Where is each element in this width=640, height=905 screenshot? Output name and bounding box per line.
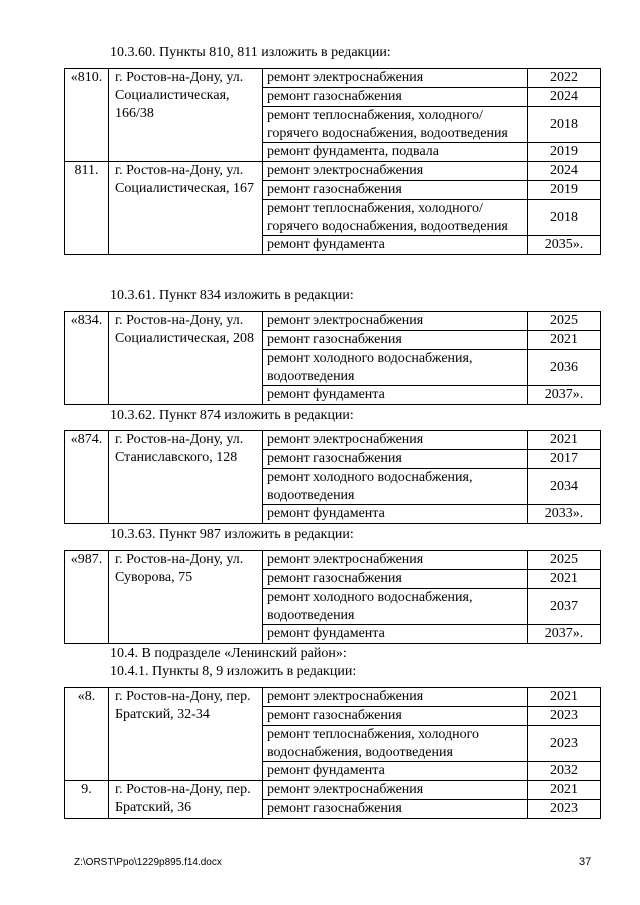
item-address: г. Ростов-на-Дону, ул. Социалистическая, 166/38 — [109, 69, 263, 162]
work-year: 2021 — [528, 688, 601, 707]
work-year: 2021 — [528, 331, 601, 350]
section-subheading: 10.4.1. Пункты 8, 9 изложить в редакции: — [110, 664, 357, 679]
work-year: 2025 — [528, 312, 601, 331]
item-number: «987. — [65, 551, 109, 644]
work-type: ремонт газоснабжения — [263, 800, 528, 819]
work-type: ремонт фундамента — [263, 236, 528, 255]
section-heading: 10.3.61. Пункт 834 изложить в редакции: — [110, 288, 354, 303]
work-year: 2018 — [528, 107, 601, 143]
work-type: ремонт фундамента, подвала — [263, 143, 528, 162]
items-table — [64, 430, 601, 524]
work-year: 2037». — [528, 386, 601, 405]
work-type: ремонт газоснабжения — [263, 570, 528, 589]
work-type: ремонт фундамента — [263, 762, 528, 781]
work-type: ремонт электроснабжения — [263, 312, 528, 331]
section-heading: 10.3.60. Пункты 810, 811 изложить в редакции: — [110, 45, 391, 60]
page-number: 37 — [579, 856, 592, 868]
work-year: 2021 — [528, 781, 601, 800]
work-type: ремонт холодного водоснабжения, водоотведения — [263, 469, 528, 505]
work-type: ремонт холодного водоснабжения, водоотведения — [263, 350, 528, 386]
work-year: 2017 — [528, 450, 601, 469]
work-year: 2037». — [528, 625, 601, 644]
work-year: 2018 — [528, 200, 601, 236]
work-type: ремонт электроснабжения — [263, 69, 528, 88]
work-type: ремонт газоснабжения — [263, 181, 528, 200]
work-year: 2034 — [528, 469, 601, 505]
table-row — [65, 162, 601, 181]
work-year: 2036 — [528, 350, 601, 386]
item-number: «874. — [65, 431, 109, 524]
work-year: 2019 — [528, 181, 601, 200]
items-table — [64, 311, 601, 405]
work-year: 2023 — [528, 800, 601, 819]
item-address: г. Ростов-на-Дону, пер. Братский, 36 — [109, 781, 263, 819]
section-heading: 10.3.63. Пункт 987 изложить в редакции: — [110, 527, 354, 542]
item-number: 811. — [65, 162, 109, 255]
footer-file-path: Z:\ORST\Ppo\1229p895.f14.docx — [74, 857, 222, 868]
table-row — [65, 69, 601, 88]
table-row — [65, 551, 601, 570]
table-row — [65, 312, 601, 331]
section-heading: 10.4. В подразделе «Ленинский район»: — [110, 646, 347, 661]
item-address: г. Ростов-на-Дону, пер. Братский, 32-34 — [109, 688, 263, 781]
work-year: 2023 — [528, 726, 601, 762]
item-number: 9. — [65, 781, 109, 819]
work-type: ремонт фундамента — [263, 505, 528, 524]
work-year: 2033». — [528, 505, 601, 524]
table-row — [65, 431, 601, 450]
work-type: ремонт холодного водоснабжения, водоотведения — [263, 589, 528, 625]
work-type: ремонт газоснабжения — [263, 88, 528, 107]
work-type: ремонт фундамента — [263, 625, 528, 644]
table-row — [65, 781, 601, 800]
work-type: ремонт газоснабжения — [263, 450, 528, 469]
work-type: ремонт фундамента — [263, 386, 528, 405]
item-number: «834. — [65, 312, 109, 405]
work-type: ремонт электроснабжения — [263, 781, 528, 800]
work-type: ремонт теплоснабжения, холодного водоснабжения, водоотведения — [263, 726, 528, 762]
items-table — [64, 687, 601, 819]
work-type: ремонт теплоснабжения, холодного/горячего водоснабжения, водоотведения — [263, 107, 528, 143]
work-type: ремонт газоснабжения — [263, 707, 528, 726]
item-number: «810. — [65, 69, 109, 162]
work-year: 2021 — [528, 570, 601, 589]
work-type: ремонт электроснабжения — [263, 688, 528, 707]
work-year: 2024 — [528, 162, 601, 181]
item-number: «8. — [65, 688, 109, 781]
work-type: ремонт электроснабжения — [263, 162, 528, 181]
work-year: 2019 — [528, 143, 601, 162]
items-table — [64, 68, 601, 255]
work-year: 2021 — [528, 431, 601, 450]
work-year: 2022 — [528, 69, 601, 88]
work-type: ремонт газоснабжения — [263, 331, 528, 350]
item-address: г. Ростов-на-Дону, ул. Социалистическая, 167 — [109, 162, 263, 255]
work-type: ремонт теплоснабжения, холодного/горячего водоснабжения, водоотведения — [263, 200, 528, 236]
item-address: г. Ростов-на-Дону, ул. Станиславского, 128 — [109, 431, 263, 524]
item-address: г. Ростов-на-Дону, ул. Социалистическая, 208 — [109, 312, 263, 405]
work-type: ремонт электроснабжения — [263, 551, 528, 570]
table-row — [65, 688, 601, 707]
work-type: ремонт электроснабжения — [263, 431, 528, 450]
items-table — [64, 550, 601, 644]
section-heading: 10.3.62. Пункт 874 изложить в редакции: — [110, 408, 354, 423]
work-year: 2023 — [528, 707, 601, 726]
item-address: г. Ростов-на-Дону, ул. Суворова, 75 — [109, 551, 263, 644]
work-year: 2035». — [528, 236, 601, 255]
work-year: 2032 — [528, 762, 601, 781]
work-year: 2024 — [528, 88, 601, 107]
work-year: 2037 — [528, 589, 601, 625]
work-year: 2025 — [528, 551, 601, 570]
